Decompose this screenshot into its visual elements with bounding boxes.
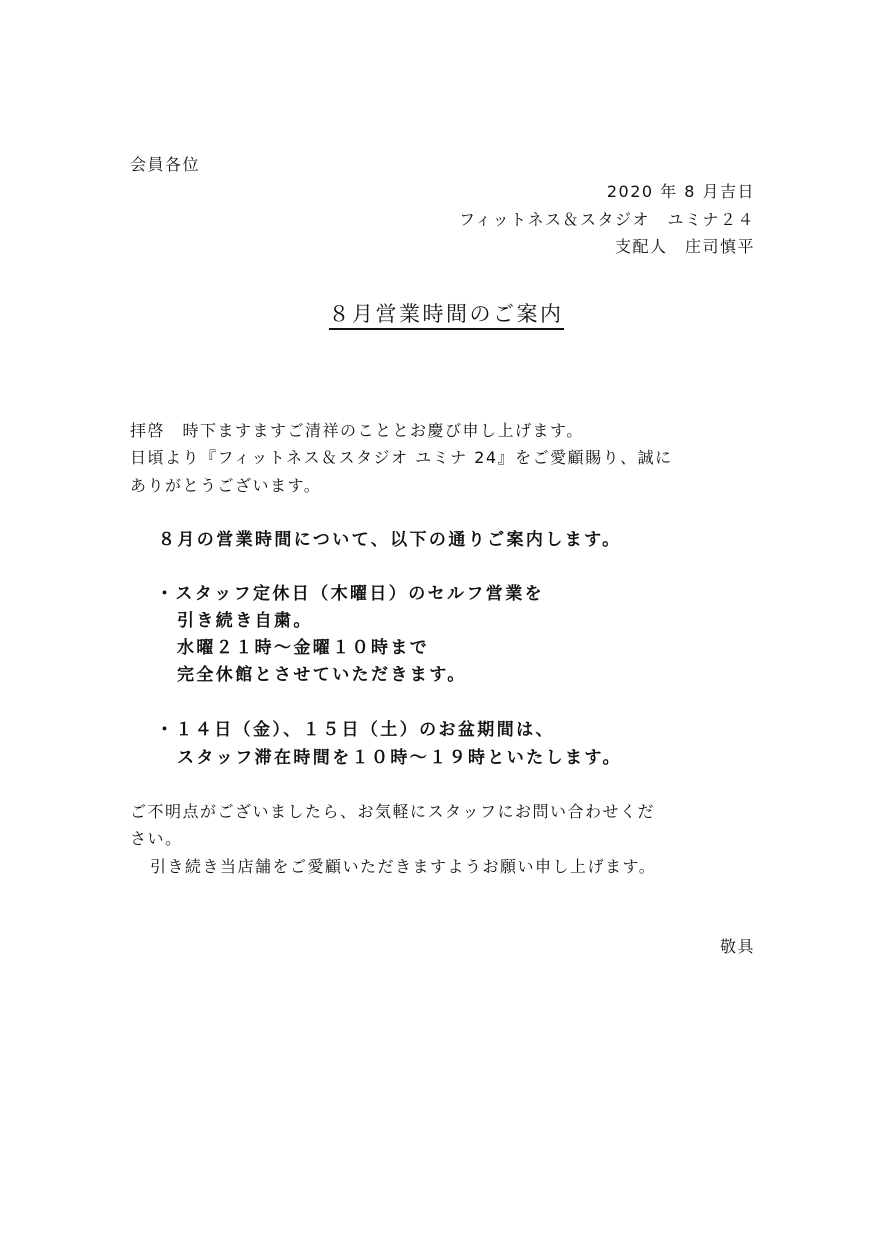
document-title (0, 300, 892, 328)
manager-name: 支配人 庄司慎平 (614, 237, 755, 256)
item1-line-4: 完全休館とさせていただきます。 (177, 665, 467, 685)
announcement-intro: ８月の営業時間について、以下の通りご案内します。 (158, 530, 622, 550)
item2-line-1: ・１４日（金）、１５日（土）のお盆期間は、 (156, 720, 555, 740)
sign-off: 敬具 (719, 937, 755, 956)
closing-line-1: ご不明点がございましたら、お気軽にスタッフにお問い合わせくだ (130, 802, 656, 821)
organization-name: フィットネス＆スタジオ ユミナ２４ (458, 210, 755, 229)
addressee: 会員各位 (130, 155, 201, 174)
item1-line-2: 引き続き自粛。 (177, 611, 313, 631)
item1-line-1: ・スタッフ定休日（木曜日）のセルフ営業を (156, 584, 544, 604)
greeting-line-1: 拝啓 時下ますますご清祥のこととお慶び申し上げます。 (130, 421, 584, 440)
date: 2020 年 8 月吉日 (606, 182, 755, 201)
closing-line-3: 引き続き当店舗をご愛顧いただきますようお願い申し上げます。 (150, 857, 657, 876)
greeting-line-3: ありがとうございます。 (130, 476, 322, 495)
item1-line-3: 水曜２１時～金曜１０時まで (177, 638, 430, 658)
document-title-text: ８月営業時間のご案内 (329, 302, 564, 330)
greeting-line-2: 日頃より『フィットネス＆スタジオ ユミナ 24』をご愛顧賜り、誠に (130, 448, 673, 467)
closing-line-2: さい。 (130, 829, 183, 848)
item2-line-2: スタッフ滞在時間を１０時～１９時といたします。 (177, 748, 622, 768)
